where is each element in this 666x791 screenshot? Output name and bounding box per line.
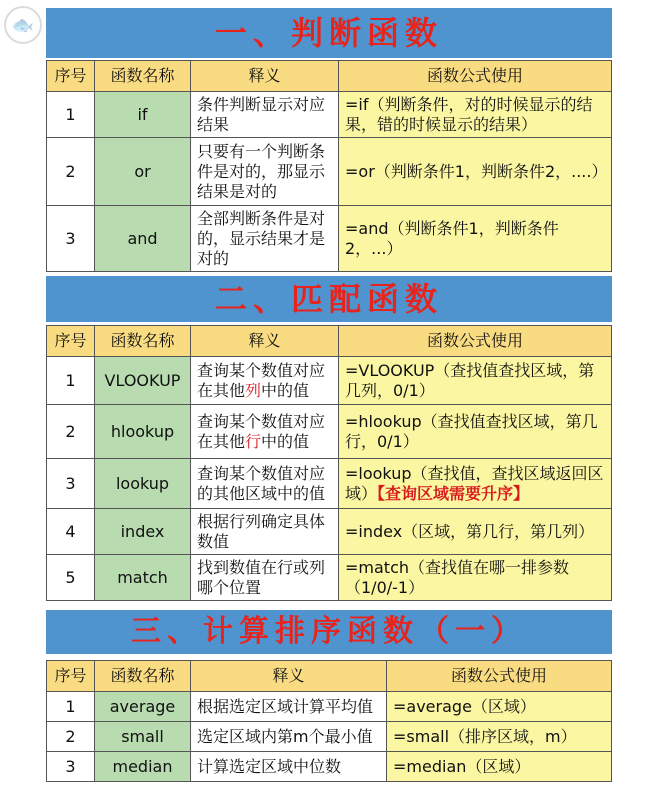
- row-num: 1: [47, 92, 95, 138]
- table-header-row: [47, 61, 612, 92]
- header-num: 序号: [47, 661, 95, 692]
- function-formula: =and（判断条件1，判断条件2，...）: [339, 206, 612, 272]
- function-desc: 全部判断条件是对的，显示结果才是对的: [191, 206, 339, 272]
- function-formula: =VLOOKUP（查找值查找区域，第几列，0/1）: [339, 357, 612, 405]
- function-formula: =average（区域）: [387, 692, 612, 722]
- function-formula: =hlookup（查找值查找区域，第几行，0/1）: [339, 405, 612, 459]
- function-formula: =median（区域）: [387, 752, 612, 782]
- function-name: hlookup: [95, 405, 191, 459]
- function-name: if: [95, 92, 191, 138]
- desc-text: 中的值: [261, 431, 310, 451]
- table-row: [47, 405, 612, 459]
- function-name: small: [95, 722, 191, 752]
- section3-title: 三、计算排序函数（一）: [46, 610, 612, 654]
- function-name: median: [95, 752, 191, 782]
- function-formula: =if（判断条件，对的时候显示的结果，错的时候显示的结果）: [339, 92, 612, 138]
- header-formula: 函数公式使用: [339, 326, 612, 357]
- table-row: [47, 138, 612, 206]
- function-desc: 只要有一个判断条件是对的，那显示结果是对的: [191, 138, 339, 206]
- desc-highlight: 列: [245, 380, 262, 400]
- table-row: [47, 692, 612, 722]
- function-name: and: [95, 206, 191, 272]
- function-name: VLOOKUP: [95, 357, 191, 405]
- row-num: 3: [47, 459, 95, 509]
- header-num: 序号: [47, 61, 95, 92]
- table-row: [47, 357, 612, 405]
- header-num: 序号: [47, 326, 95, 357]
- header-desc: 释义: [191, 661, 387, 692]
- table-row: [47, 722, 612, 752]
- header-formula: 函数公式使用: [387, 661, 612, 692]
- desc-highlight: 行: [245, 431, 262, 451]
- function-desc: 计算选定区域中位数: [191, 752, 387, 782]
- desc-text: 中的值: [261, 380, 310, 400]
- function-desc: [191, 357, 339, 405]
- function-desc: 选定区域内第m个最小值: [191, 722, 387, 752]
- function-desc: 根据选定区域计算平均值: [191, 692, 387, 722]
- table-row: [47, 206, 612, 272]
- row-num: 3: [47, 752, 95, 782]
- table-row: [47, 555, 612, 601]
- function-formula: =or（判断条件1，判断条件2，....）: [339, 138, 612, 206]
- function-formula: =match（查找值在哪一排参数（1/0/-1）: [339, 555, 612, 601]
- section1-title: 一、判断函数: [46, 8, 612, 58]
- row-num: 2: [47, 138, 95, 206]
- row-num: 1: [47, 357, 95, 405]
- fish-logo-icon: 🐟: [4, 6, 42, 44]
- function-name: or: [95, 138, 191, 206]
- row-num: 3: [47, 206, 95, 272]
- desc-text: 查询某个数值对应在其他: [197, 411, 326, 451]
- table-row: [47, 509, 612, 555]
- function-name: average: [95, 692, 191, 722]
- row-num: 5: [47, 555, 95, 601]
- table-row: [47, 752, 612, 782]
- header-desc: 释义: [191, 326, 339, 357]
- function-formula: =index（区域，第几行，第几列）: [339, 509, 612, 555]
- header-name: 函数名称: [95, 61, 191, 92]
- header-name: 函数名称: [95, 661, 191, 692]
- function-name: index: [95, 509, 191, 555]
- header-desc: 释义: [191, 61, 339, 92]
- function-desc: 查询某个数值对应的其他区域中的值: [191, 459, 339, 509]
- function-desc: [191, 405, 339, 459]
- table-header-row: [47, 326, 612, 357]
- section3-table: [46, 660, 612, 782]
- section1-table: [46, 60, 612, 272]
- function-desc: 条件判断显示对应结果: [191, 92, 339, 138]
- row-num: 2: [47, 722, 95, 752]
- row-num: 2: [47, 405, 95, 459]
- function-desc: 根据行列确定具体数值: [191, 509, 339, 555]
- table-header-row: [47, 661, 612, 692]
- function-desc: 找到数值在行或列哪个位置: [191, 555, 339, 601]
- formula-text: =lookup（查找值，查找区域返回区域）: [345, 463, 604, 503]
- function-formula: [339, 459, 612, 509]
- desc-text: 查询某个数值对应在其他: [197, 360, 326, 400]
- section2-title: 二、匹配函数: [46, 276, 612, 322]
- function-name: match: [95, 555, 191, 601]
- row-num: 1: [47, 692, 95, 722]
- row-num: 4: [47, 509, 95, 555]
- section2-table: [46, 325, 612, 601]
- header-name: 函数名称: [95, 326, 191, 357]
- function-name: lookup: [95, 459, 191, 509]
- header-formula: 函数公式使用: [339, 61, 612, 92]
- table-row: [47, 92, 612, 138]
- function-formula: =small（排序区域，m）: [387, 722, 612, 752]
- formula-note: 【查询区域需要升序】: [377, 483, 530, 503]
- table-row: [47, 459, 612, 509]
